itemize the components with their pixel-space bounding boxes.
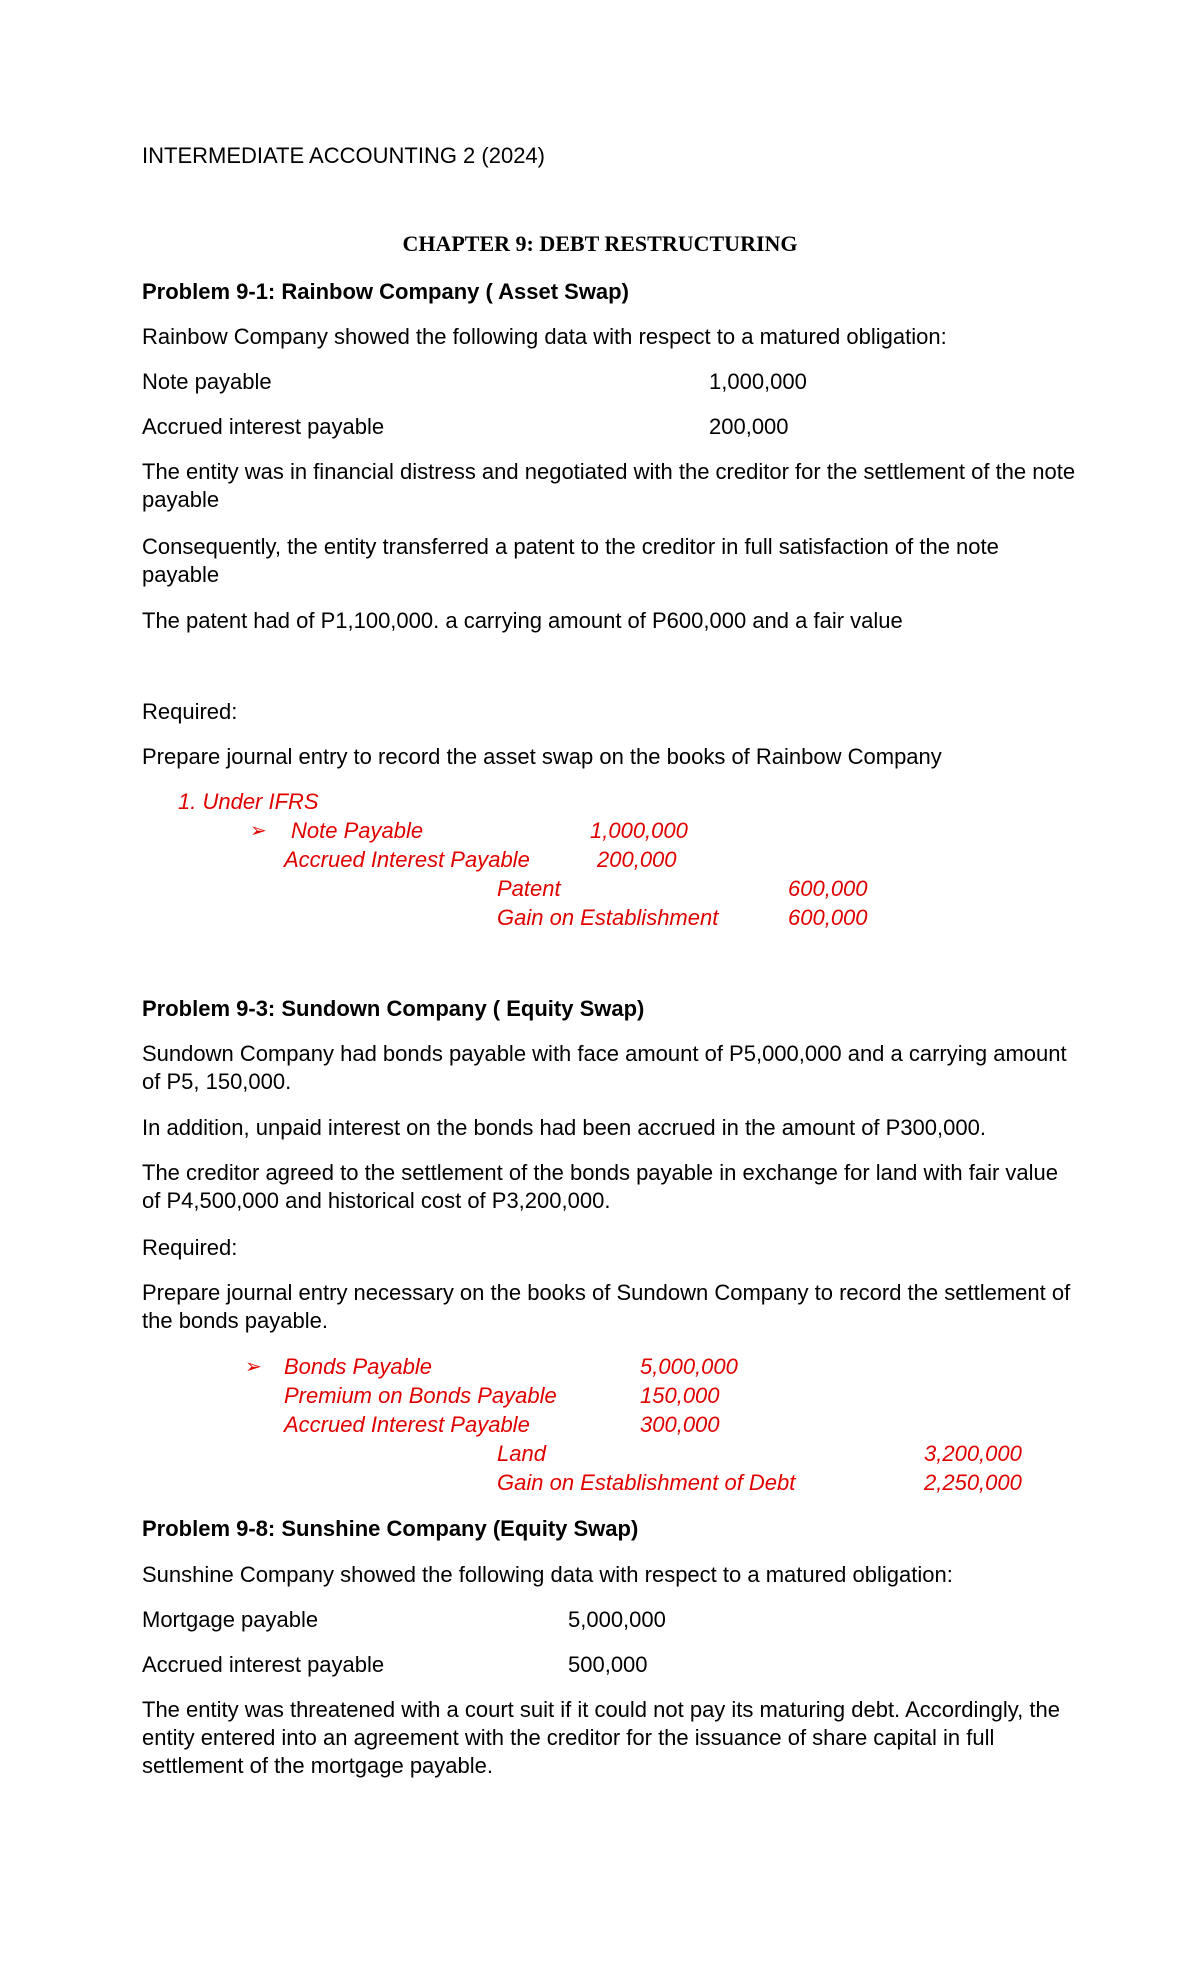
item-label-mortgage-payable: Mortgage payable [142,1607,319,1632]
journal-debit-amount: 5,000,000 [640,1354,738,1379]
journal-debit-amount: 200,000 [597,847,677,872]
item-amount-accrued-interest: 200,000 [709,414,789,439]
problem-1-paragraph-3: The patent had of P1,100,000. a carrying amount of P600,000 and a fair value [142,608,903,633]
problem-8-intro: Sunshine Company showed the following data with respect to a matured obligation: [142,1562,953,1587]
problem-1-heading: Problem 9-1: Rainbow Company ( Asset Swap) [142,279,629,304]
journal-debit-account: Accrued Interest Payable [284,847,530,872]
problem-3-required-label: Required: [142,1235,238,1260]
problem-8-paragraph-1: The entity was threatened with a court suit if it could not pay its maturing debt. Accordingly, the entity entered into an agreement with the creditor for the issuance of share capital in full settlement of the mortgage payable. [142,1697,1060,1778]
journal-debit-account: Bonds Payable [284,1354,432,1379]
problem-3-paragraph-2: In addition, unpaid interest on the bonds had been accrued in the amount of P300,000. [142,1115,986,1140]
journal-credit-account: Land [497,1441,546,1466]
problem-1-intro: Rainbow Company showed the following data with respect to a matured obligation: [142,324,947,349]
journal-debit-amount: 300,000 [640,1412,720,1437]
problem-1-paragraph-2: Consequently, the entity transferred a patent to the creditor in full satisfaction of the note payable [142,534,999,587]
journal-debit-account: Accrued Interest Payable [284,1412,530,1437]
journal-credit-amount: 600,000 [788,876,868,901]
problem-3-heading: Problem 9-3: Sundown Company ( Equity Swap) [142,996,645,1021]
item-amount-note-payable: 1,000,000 [709,369,807,394]
journal-credit-amount: 600,000 [788,905,868,930]
journal-credit-account: Patent [497,876,561,901]
journal-credit-account: Gain on Establishment [497,905,719,930]
journal-debit-account: Note Payable [291,818,424,843]
arrow-bullet-icon: ➢ [250,820,267,842]
problem-1-required-text: Prepare journal entry to record the asset swap on the books of Rainbow Company [142,744,942,769]
item-label-accrued-interest: Accrued interest payable [142,1652,385,1677]
journal-debit-amount: 150,000 [640,1383,720,1408]
chapter-title: CHAPTER 9: DEBT RESTRUCTURING [402,231,798,256]
item-label-note-payable: Note payable [142,369,272,394]
problem-1-required-label: Required: [142,699,238,724]
item-label-accrued-interest: Accrued interest payable [142,414,385,439]
arrow-bullet-icon: ➢ [245,1356,262,1378]
problem-3-required-text: Prepare journal entry necessary on the books of Sundown Company to record the settlement of the bonds payable. [142,1280,1071,1333]
journal-credit-account: Gain on Establishment of Debt [497,1470,796,1495]
journal-debit-amount: 1,000,000 [590,818,688,843]
course-title: INTERMEDIATE ACCOUNTING 2 (2024) [142,143,545,168]
problem-8-heading: Problem 9-8: Sunshine Company (Equity Swap) [142,1516,639,1541]
item-amount-accrued-interest: 500,000 [568,1652,648,1677]
journal-credit-amount: 2,250,000 [924,1470,1022,1495]
problem-3-paragraph-1: Sundown Company had bonds payable with face amount of P5,000,000 and a carrying amount of P5, 150,000. [142,1041,1067,1094]
item-amount-mortgage-payable: 5,000,000 [568,1607,666,1632]
answer-list-item-under-ifrs: 1. Under IFRS [178,789,319,814]
problem-1-paragraph-1: The entity was in financial distress and negotiated with the creditor for the settlement of the note payable [142,459,1076,512]
problem-3-paragraph-3: The creditor agreed to the settlement of the bonds payable in exchange for land with fair value of P4,500,000 and historical cost of P3,200,000. [142,1160,1059,1213]
journal-credit-amount: 3,200,000 [924,1441,1022,1466]
journal-debit-account: Premium on Bonds Payable [284,1383,557,1408]
